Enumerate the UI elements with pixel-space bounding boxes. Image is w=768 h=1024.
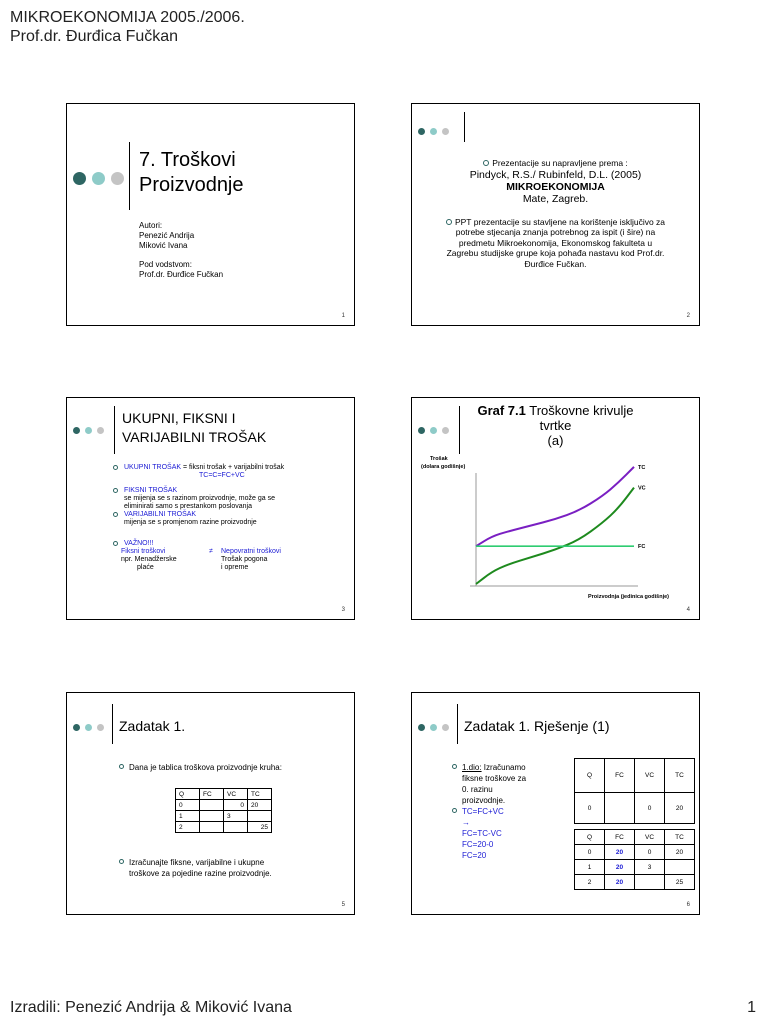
header-fc: FC: [605, 830, 635, 845]
bullet-icon: [452, 764, 457, 769]
chart-title-text: Troškovne krivulje: [525, 403, 634, 418]
table-row: [575, 845, 695, 860]
bullet-icon: [119, 764, 124, 769]
header-q: Q: [176, 789, 200, 800]
table-cell: [665, 860, 695, 875]
bullet-icon: [113, 465, 118, 470]
dot-grey: [97, 724, 104, 731]
slide-1-credits: [139, 221, 223, 280]
y-axis-label: Trošak: [430, 456, 448, 462]
header-fc: FC: [200, 789, 224, 800]
slide-6-title: Zadatak 1. Rješenje (1): [464, 718, 610, 734]
slide-4: [411, 397, 700, 620]
slide-dots-decoration: [73, 172, 130, 185]
table-cell: 0: [176, 800, 200, 811]
dot-grey: [97, 427, 104, 434]
total-cost-formula: TC=C=FC+VC: [199, 472, 245, 479]
header-tc: TC: [665, 759, 695, 793]
table-row: [575, 793, 695, 824]
fixed-cost-line-2: eliminirati samo s prestankom poslovanja: [124, 503, 252, 510]
task-instruction-line-1: Izračunajte fiksne, varijabilne i ukupne: [129, 858, 265, 867]
table-cell: [200, 822, 224, 833]
table-cell: 2: [575, 875, 605, 890]
title-divider: [114, 406, 115, 454]
header-q: Q: [575, 759, 605, 793]
chart-title-number: Graf 7.1: [477, 403, 526, 418]
bullet-icon: [113, 512, 118, 517]
title-line-1: 7. Troškovi: [139, 149, 236, 171]
task-instruction-line-2: troškove za pojedine razine proizvodnje.: [129, 869, 272, 878]
bullet-icon: [452, 808, 457, 813]
slide-2: [411, 103, 700, 326]
table-cell: [200, 811, 224, 822]
slide-number: 1: [341, 313, 345, 319]
slide-dots-decoration: [418, 128, 454, 135]
notice-line-5: Đurđice Fučkan.: [524, 258, 587, 269]
table-cell: 20: [665, 793, 695, 824]
fixed-cost-line-1: se mijenja se s razinom proizvodnje, može ga se: [124, 495, 275, 502]
series-tc-label: TC: [638, 464, 646, 471]
dot-grey: [442, 128, 449, 135]
source-title: MIKROEKONOMIJA: [506, 180, 605, 193]
mentor-label: Pod vodstvom:: [139, 260, 192, 269]
task-intro: Dana je tablica troškova proizvodnje kruha:: [129, 763, 282, 772]
notice-line-2: potrebe stjecanja znanja potrebnog za ispit (i šire) na: [455, 227, 656, 237]
step-text-3: 0. razinu: [462, 785, 493, 794]
table-cell: 0: [575, 793, 605, 824]
fixed-costs-example-1: npr. Menadžerske: [121, 556, 177, 563]
part-label: 1.dio:: [462, 763, 482, 772]
source-publisher: Mate, Zagreb.: [522, 192, 589, 205]
dot-dark: [73, 172, 86, 185]
term-variable-cost: VARIJABILNI TROŠAK: [124, 511, 197, 518]
author-2: Miković Ivana: [139, 241, 188, 250]
y-axis-label-unit: (dolara godišnje): [421, 464, 466, 470]
slide-number: 6: [686, 902, 690, 908]
table-header-row: [575, 830, 695, 845]
header-professor: Prof.dr. Đurđica Fučkan: [10, 28, 179, 45]
dot-dark: [418, 724, 425, 731]
page-number: 1: [747, 999, 756, 1016]
table-row: [176, 822, 272, 833]
table-row: [176, 811, 272, 822]
table-cell: [248, 811, 272, 822]
table-cell: [224, 822, 248, 833]
table-cell: 3: [635, 860, 665, 875]
step-text-1: Izračunamo: [481, 763, 526, 772]
table-cell: [200, 800, 224, 811]
title-line-2: VARIJABILNI TROŠAK: [122, 429, 267, 445]
series-vc-line: [476, 488, 634, 584]
authors-label: Autori:: [139, 221, 163, 230]
step-text-2: fiksne troškove za: [462, 774, 527, 783]
formula-substitution: FC=20-0: [462, 840, 494, 849]
slide-1: [66, 103, 355, 326]
bullet-icon: [113, 541, 118, 546]
chart-title-line-2: tvrtke: [539, 418, 572, 433]
table-row: [575, 875, 695, 890]
cost-curves-chart: [412, 398, 701, 621]
table-row: [176, 800, 272, 811]
formula-total-cost: TC=FC+VC: [462, 807, 504, 816]
author-1: Penezić Andrija: [139, 231, 195, 240]
dot-dark: [73, 724, 80, 731]
slide-6: [411, 692, 700, 915]
table-cell: 1: [575, 860, 605, 875]
title-divider: [464, 112, 465, 142]
dot-dark: [418, 128, 425, 135]
table-cell: 20: [605, 845, 635, 860]
title-divider: [129, 142, 130, 210]
dot-dark: [73, 427, 80, 434]
step-text-4: proizvodnje.: [462, 796, 506, 805]
table-cell: 3: [224, 811, 248, 822]
not-equal-sign: ≠: [209, 548, 213, 555]
header-vc: VC: [224, 789, 248, 800]
header-vc: VC: [635, 830, 665, 845]
source-intro: Prezentacije su napravljene prema :: [492, 158, 628, 168]
slide-5: [66, 692, 355, 915]
table-cell: 25: [665, 875, 695, 890]
formula-result: FC=20: [462, 851, 487, 860]
mentor-name: Prof.dr. Đurđice Fučkan: [139, 270, 224, 279]
table-cell: 0: [575, 845, 605, 860]
table-cell: 25: [248, 822, 272, 833]
formula-fixed-cost: FC=TC-VC: [462, 829, 502, 838]
dot-grey: [111, 172, 124, 185]
slide-number: 3: [341, 607, 345, 613]
x-axis-label: Proizvodnja (jedinica godišnje): [588, 594, 669, 600]
slide-dots-decoration: [73, 724, 109, 731]
dot-light: [85, 724, 92, 731]
solution-table-step-2: [574, 829, 695, 890]
source-authors: Pindyck, R.S./ Rubinfeld, D.L. (2005): [469, 168, 642, 181]
dot-light: [430, 724, 437, 731]
header-vc: VC: [635, 759, 665, 793]
term-total-cost: UKUPNI TROŠAK: [124, 464, 182, 471]
bullet-icon: [113, 488, 118, 493]
chart-title-panel: (a): [547, 433, 564, 448]
slide-number: 5: [341, 902, 345, 908]
series-vc-label: VC: [638, 485, 646, 492]
bullet-icon: [483, 160, 489, 166]
header-q: Q: [575, 830, 605, 845]
table-cell: [635, 875, 665, 890]
header-course: MIKROEKONOMIJA 2005./2006.: [10, 9, 245, 26]
solution-table-step-1: [574, 758, 695, 824]
title-divider: [112, 704, 113, 744]
important-label: VAŽNO!!!: [124, 540, 154, 547]
slide-number: 2: [686, 313, 690, 319]
table-cell: 20: [248, 800, 272, 811]
slide-number: 4: [686, 607, 690, 613]
notice-line-4: Zagrebu studijske grupe koja pohađa nastavu kod Prof.dr.: [446, 248, 665, 258]
slide-3: [66, 397, 355, 620]
header-tc: TC: [665, 830, 695, 845]
notice-line-3: predmetu Mikroekonomija, Ekonomskog fakulteta u: [458, 237, 653, 248]
table-cell: 1: [176, 811, 200, 822]
table-cell: 0: [224, 800, 248, 811]
page-header: [10, 8, 245, 46]
slide-dots-decoration: [418, 724, 454, 731]
table-cell: 20: [605, 860, 635, 875]
dot-light: [92, 172, 105, 185]
header-tc: TC: [248, 789, 272, 800]
series-tc-line: [476, 467, 634, 546]
table-cell: 2: [176, 822, 200, 833]
sunk-costs-example-2: i opreme: [221, 564, 249, 571]
slide-dots-decoration: [73, 427, 109, 434]
page-footer: Izradili: Penezić Andrija & Miković Ivana: [10, 999, 292, 1016]
notice-line-1: PPT prezentacije su stavljene na korištenje isključivo za: [454, 216, 666, 227]
dot-light: [85, 427, 92, 434]
slide-6-body: [452, 762, 526, 861]
bullet-icon: [119, 859, 124, 864]
bread-cost-table: [175, 788, 272, 833]
table-cell: 0: [635, 793, 665, 824]
slide-3-title: [122, 409, 266, 447]
table-cell: 20: [665, 845, 695, 860]
table-cell: 0: [635, 845, 665, 860]
bullet-icon: [446, 219, 452, 225]
slide-3-body: [113, 464, 311, 572]
fixed-costs-example-2: plaće: [137, 564, 154, 571]
title-divider: [457, 704, 458, 744]
fixed-costs-heading: Fiksni troškovi: [121, 548, 166, 555]
dot-grey: [442, 724, 449, 731]
sunk-costs-heading: Nepovratni troškovi: [221, 548, 281, 555]
table-row: [575, 860, 695, 875]
table-header-row: [176, 789, 272, 800]
arrow-icon: →: [462, 818, 470, 827]
series-fc-label: FC: [638, 544, 646, 551]
sunk-costs-example-1: Trošak pogona: [221, 556, 268, 563]
table-cell: 20: [605, 875, 635, 890]
slide-2-body: [426, 158, 685, 269]
title-line-1: UKUPNI, FIKSNI I: [122, 410, 236, 426]
dot-light: [430, 128, 437, 135]
title-line-2: Proizvodnje: [139, 174, 244, 196]
table-cell: [605, 793, 635, 824]
term-fixed-cost: FIKSNI TROŠAK: [124, 487, 178, 494]
variable-cost-line-1: mijenja se s promjenom razine proizvodnje: [124, 519, 257, 526]
table-header-row: [575, 759, 695, 793]
slide-5-title: Zadatak 1.: [119, 718, 186, 734]
header-fc: FC: [605, 759, 635, 793]
slide-1-title: [139, 148, 244, 198]
total-cost-definition: = fiksni trošak + varijabilni trošak: [181, 464, 285, 471]
